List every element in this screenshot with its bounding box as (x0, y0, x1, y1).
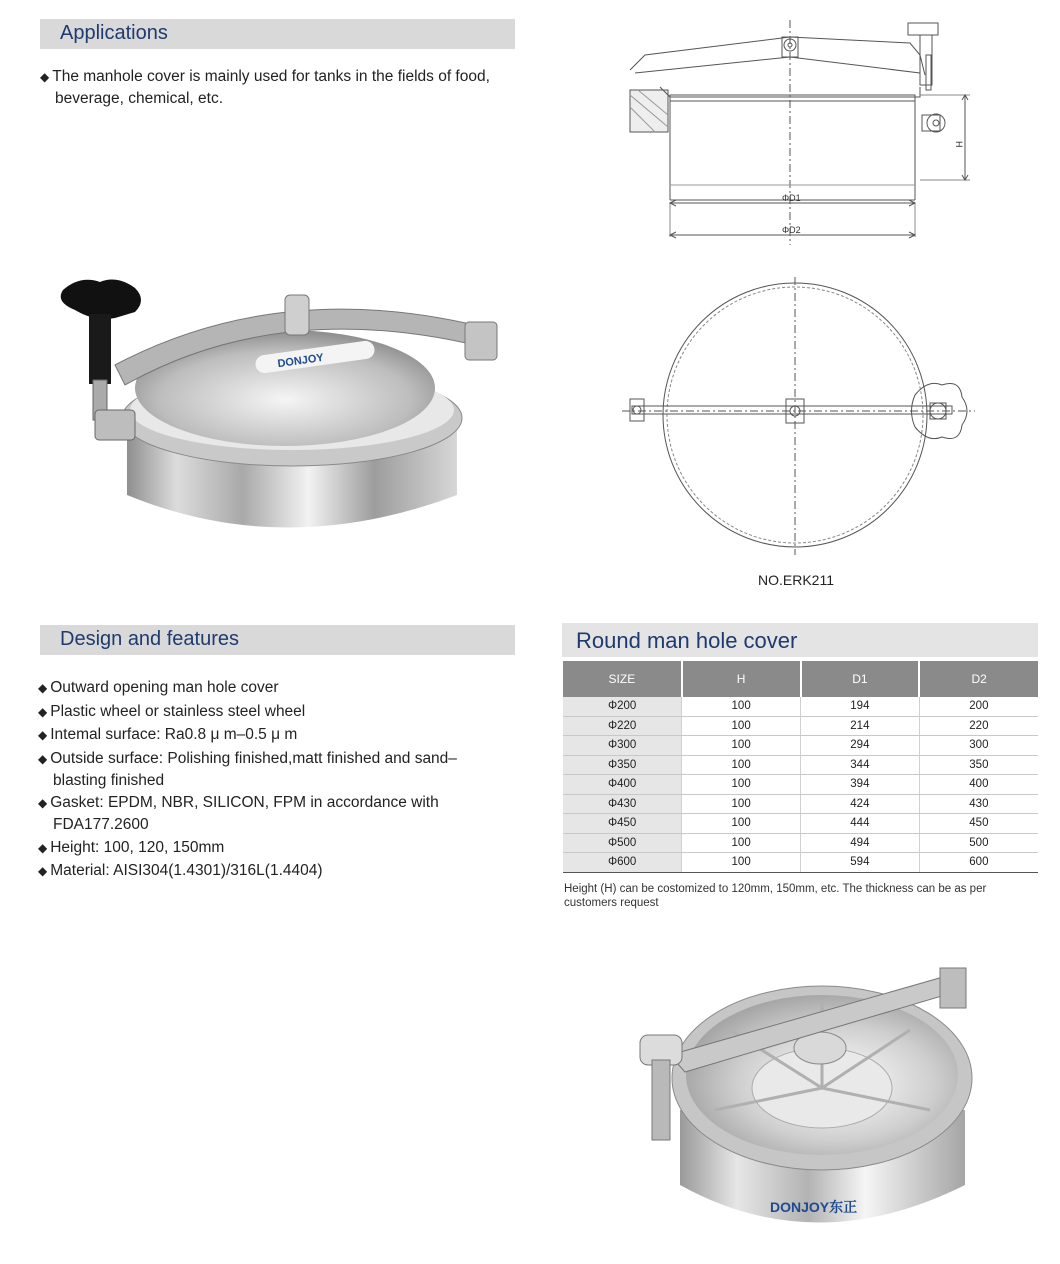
design-bullet: ◆ Material: AISI304(1.4301)/316L(1.4404) (38, 860, 513, 882)
table-title: Round man hole cover (576, 628, 798, 653)
cell-d1: 424 (801, 794, 920, 814)
table-row (563, 814, 1038, 834)
cell-d2: 300 (919, 736, 1038, 756)
design-heading: Design and features (60, 628, 240, 650)
cell-h: 100 (682, 814, 801, 834)
col-header-size: SIZE (563, 661, 682, 697)
cell-h: 100 (682, 853, 801, 873)
design-bullet: ◆ Gasket: EPDM, NBR, SILICON, FPM in accordance with FDA177.2600 (38, 792, 513, 835)
h-label: H (954, 141, 964, 148)
top-view-drawing (610, 275, 990, 560)
brand-logo-bottom: DONJOY东正 (770, 1199, 858, 1215)
applications-heading: Applications (60, 22, 168, 44)
d1-label: ΦD1 (782, 193, 801, 203)
cell-size: Φ220 (563, 716, 682, 736)
cell-size: Φ400 (563, 775, 682, 795)
cell-size: Φ450 (563, 814, 682, 834)
cell-d2: 450 (919, 814, 1038, 834)
cell-d1: 344 (801, 755, 920, 775)
cell-size: Φ300 (563, 736, 682, 756)
cell-d2: 220 (919, 716, 1038, 736)
cell-d2: 350 (919, 755, 1038, 775)
table-title-bar (562, 623, 1038, 657)
design-list (38, 677, 513, 884)
design-bullet: ◆ Height: 100, 120, 150mm (38, 837, 513, 859)
col-header-d2: D2 (919, 661, 1038, 697)
cell-d2: 200 (919, 697, 1038, 716)
side-view-drawing (590, 15, 1010, 250)
model-number: NO.ERK211 (758, 572, 834, 588)
cell-h: 100 (682, 833, 801, 853)
size-table (563, 661, 1038, 873)
cell-d2: 400 (919, 775, 1038, 795)
cell-size: Φ500 (563, 833, 682, 853)
design-bullet: ◆ Outward opening man hole cover (38, 677, 513, 699)
cell-d2: 430 (919, 794, 1038, 814)
design-bullet: ◆ Outside surface: Polishing finished,matt finished and sand– blasting finished (38, 748, 513, 791)
table-row (563, 853, 1038, 873)
d2-label: ΦD2 (782, 225, 801, 235)
cell-h: 100 (682, 697, 801, 716)
cell-h: 100 (682, 736, 801, 756)
design-bullet: ◆ Plastic wheel or stainless steel wheel (38, 701, 513, 723)
cell-size: Φ200 (563, 697, 682, 716)
cell-d1: 594 (801, 853, 920, 873)
brand-logo-top: DONJOY (276, 351, 325, 371)
table-row (563, 833, 1038, 853)
cell-d1: 494 (801, 833, 920, 853)
table-row (563, 755, 1038, 775)
cell-d1: 294 (801, 736, 920, 756)
cell-size: Φ350 (563, 755, 682, 775)
product-photo-bottom (630, 960, 980, 1245)
cell-d1: 194 (801, 697, 920, 716)
cell-h: 100 (682, 794, 801, 814)
cell-d2: 500 (919, 833, 1038, 853)
applications-list (40, 66, 510, 111)
cell-h: 100 (682, 755, 801, 775)
applications-bullet: ◆ The manhole cover is mainly used for tanks in the fields of food, beverage, chemical, etc. (40, 66, 510, 109)
cell-size: Φ600 (563, 853, 682, 873)
design-bullet: ◆ Intemal surface: Ra0.8 μ m–0.5 μ m (38, 724, 513, 746)
cell-h: 100 (682, 716, 801, 736)
cell-d2: 600 (919, 853, 1038, 873)
table-note: Height (H) can be costomized to 120mm, 150mm, etc. The thickness can be as per customers request (564, 883, 987, 909)
cell-h: 100 (682, 775, 801, 795)
table-row (563, 697, 1038, 716)
product-photo-top (55, 270, 510, 545)
design-header-bar (40, 625, 515, 655)
table-header-row (563, 661, 1038, 697)
cell-d1: 394 (801, 775, 920, 795)
cell-d1: 214 (801, 716, 920, 736)
col-header-h: H (682, 661, 801, 697)
cell-size: Φ430 (563, 794, 682, 814)
table-row (563, 736, 1038, 756)
table-row (563, 794, 1038, 814)
applications-header-bar (40, 19, 515, 49)
cell-d1: 444 (801, 814, 920, 834)
col-header-d1: D1 (801, 661, 920, 697)
table-row (563, 775, 1038, 795)
table-row (563, 716, 1038, 736)
